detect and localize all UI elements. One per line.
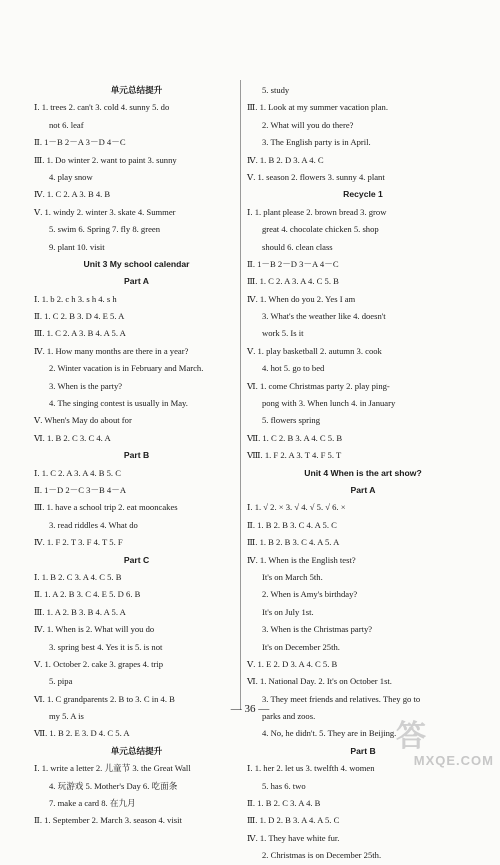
answer-line: 3. read riddles 4. What do bbox=[49, 519, 138, 530]
answer-line: 4. play snow bbox=[49, 171, 93, 182]
answer-line: Ⅱ. 1. September 2. March 3. season 4. visit bbox=[34, 815, 182, 826]
answer-line: Ⅰ. 1. her 2. let us 3. twelfth 4. women bbox=[247, 763, 375, 774]
answer-line: Ⅰ. 1. B 2. C 3. A 4. C 5. B bbox=[34, 571, 122, 582]
section-heading: Part A bbox=[350, 484, 376, 495]
section-heading: Unit 4 When is the art show? bbox=[304, 467, 422, 478]
answer-line: Ⅵ. 1. C grandparents 2. B to 3. C in 4. B bbox=[34, 693, 175, 704]
answer-line: Ⅳ. 1. How many months are there in a year? bbox=[34, 345, 189, 356]
answer-line: 4. The singing contest is usually in May. bbox=[49, 398, 188, 409]
answer-line: Ⅱ. 1. A 2. B 3. C 4. E 5. D 6. B bbox=[34, 589, 141, 600]
answer-line: Ⅳ. 1. C 2. A 3. B 4. B bbox=[34, 189, 111, 200]
answer-line: Ⅴ. 1. play basketball 2. autumn 3. cook bbox=[247, 345, 382, 356]
answer-line: Ⅳ. 1. B 2. D 3. A 4. C bbox=[247, 154, 324, 165]
answer-line: Ⅴ. 1. season 2. flowers 3. sunny 4. plant bbox=[247, 171, 385, 182]
section-heading: Part C bbox=[123, 554, 150, 565]
answer-line: 3. They meet friends and relatives. They go to bbox=[262, 693, 421, 704]
section-heading: Part A bbox=[124, 276, 149, 287]
answer-line: 4. 玩游戏 5. Mother's Day 6. 吃面条 bbox=[49, 780, 178, 791]
answer-line: It's on March 5th. bbox=[262, 571, 323, 582]
answer-line: 7. make a card 8. 在九月 bbox=[49, 798, 136, 809]
answer-line: 9. plant 10. visit bbox=[49, 241, 105, 252]
answer-line: Ⅴ. When's May do about for bbox=[34, 415, 132, 426]
answer-line: Ⅱ. 1. B 2. B 3. C 4. A 5. C bbox=[247, 519, 337, 530]
answer-line: Ⅳ. 1. When is 2. What will you do bbox=[34, 624, 155, 635]
answer-line: 2. Winter vacation is in February and March. bbox=[49, 363, 204, 374]
answer-line: 5. has 6. two bbox=[262, 780, 306, 791]
watermark-logo-icon: 答 bbox=[396, 719, 426, 754]
answer-line: 3. The English party is in April. bbox=[262, 137, 371, 148]
answer-line: parks and zoos. bbox=[262, 711, 316, 722]
section-heading: Part B bbox=[123, 450, 150, 461]
answer-line: Ⅲ. 1. B 2. B 3. C 4. A 5. A bbox=[247, 537, 340, 548]
answer-line: Ⅲ. 1. Look at my summer vacation plan. bbox=[247, 102, 388, 113]
section-heading: Part B bbox=[350, 745, 376, 756]
watermark bbox=[396, 718, 494, 768]
section-heading: Recycle 1 bbox=[343, 189, 383, 200]
answer-line: 3. When is the party? bbox=[49, 380, 123, 391]
answer-line: Ⅷ. 1. F 2. A 3. T 4. F 5. T bbox=[247, 450, 342, 461]
answer-line: Ⅰ. 1. trees 2. can't 3. cold 4. sunny 5. do bbox=[34, 102, 170, 113]
answer-line: Ⅵ. 1. National Day. 2. It's on October 1st. bbox=[247, 676, 392, 687]
section-heading: 单元总结提升 bbox=[110, 85, 163, 95]
answer-line: Ⅰ. 1. plant please 2. brown bread 3. grow bbox=[247, 206, 387, 217]
answer-line: pong with 3. When lunch 4. in January bbox=[262, 398, 396, 409]
answer-line: 3. spring best 4. Yes it is 5. is not bbox=[49, 641, 163, 652]
answer-line: Ⅲ. 1. Do winter 2. want to paint 3. sunny bbox=[34, 154, 177, 165]
page-number: — 36 — bbox=[230, 703, 270, 715]
section-heading: Unit 3 My school calendar bbox=[83, 258, 190, 269]
answer-line: not 6. leaf bbox=[49, 119, 84, 130]
section-heading: 单元总结提升 bbox=[110, 745, 163, 756]
answer-line: Ⅰ. 1. write a letter 2. 儿童节 3. the Great Wall bbox=[34, 763, 191, 774]
answer-line: Ⅴ. 1. E 2. D 3. A 4. C 5. B bbox=[247, 658, 338, 669]
answer-line: Ⅱ. 1－D 2－C 3－B 4－A bbox=[34, 484, 127, 495]
answer-line: Ⅰ. 1. C 2. A 3. A 4. B 5. C bbox=[34, 467, 121, 478]
answer-line: great 4. chocolate chicken 5. shop bbox=[262, 224, 379, 235]
answer-line: Ⅰ. 1. b 2. c h 3. s h 4. s h bbox=[34, 293, 117, 304]
answer-line: Ⅱ. 1－B 2－A 3－D 4－C bbox=[34, 137, 126, 148]
answer-line: 5. pipa bbox=[49, 676, 73, 687]
answer-line: Ⅲ. 1. C 2. A 3. A 4. C 5. B bbox=[247, 276, 339, 287]
answer-line: Ⅵ. 1. come Christmas party 2. play ping- bbox=[247, 380, 390, 391]
answer-line: It's on July 1st. bbox=[262, 606, 314, 617]
answer-line: 4. hot 5. go to bed bbox=[262, 363, 325, 374]
watermark-url: MXQE.COM bbox=[413, 753, 494, 768]
answer-line: my 5. A is bbox=[49, 711, 84, 722]
answer-line: Ⅳ. 1. When do you 2. Yes I am bbox=[247, 293, 356, 304]
answer-line: Ⅱ. 1. B 2. C 3. A 4. B bbox=[247, 798, 321, 809]
answer-line: 4. No, he didn't. 5. They are in Beijing. bbox=[262, 728, 397, 739]
answer-line: Ⅶ. 1. B 2. E 3. D 4. C 5. A bbox=[34, 728, 130, 739]
left-column bbox=[34, 82, 239, 830]
answer-line: Ⅵ. 1. B 2. C 3. C 4. A bbox=[34, 432, 111, 443]
answer-line: should 6. clean class bbox=[262, 241, 333, 252]
answer-line: Ⅲ. 1. have a school trip 2. eat mooncakes bbox=[34, 502, 178, 513]
answer-line: Ⅴ. 1. October 2. cake 3. grapes 4. trip bbox=[34, 658, 164, 669]
answer-line: Ⅲ. 1. D 2. B 3. A 4. A 5. C bbox=[247, 815, 340, 826]
answer-line: Ⅳ. 1. When is the English test? bbox=[247, 554, 356, 565]
answer-line: Ⅳ. 1. F 2. T 3. F 4. T 5. F bbox=[34, 537, 123, 548]
answer-line: Ⅶ. 1. C 2. B 3. A 4. C 5. B bbox=[247, 432, 343, 443]
answer-line: 5. swim 6. Spring 7. fly 8. green bbox=[49, 224, 160, 235]
answer-line: 2. Christmas is on December 25th. bbox=[262, 850, 382, 861]
answer-line: 2. When is Amy's birthday? bbox=[262, 589, 358, 600]
answer-line: work 5. Is it bbox=[262, 328, 304, 339]
answer-line: Ⅰ. 1. √ 2. × 3. √ 4. √ 5. √ 6. × bbox=[247, 502, 346, 513]
answer-line: 3. What's the weather like 4. doesn't bbox=[262, 311, 386, 322]
answer-line: Ⅲ. 1. C 2. A 3. B 4. A 5. A bbox=[34, 328, 126, 339]
answer-line: Ⅴ. 1. windy 2. winter 3. skate 4. Summer bbox=[34, 206, 176, 217]
answer-line: 5. study bbox=[262, 85, 290, 95]
answer-line: 5. flowers spring bbox=[262, 415, 320, 426]
column-divider bbox=[240, 80, 241, 710]
answer-line: Ⅱ. 1－B 2－D 3－A 4－C bbox=[247, 258, 339, 269]
answer-line: Ⅳ. 1. They have white fur. bbox=[247, 832, 340, 843]
answer-line: Ⅱ. 1. C 2. B 3. D 4. E 5. A bbox=[34, 311, 125, 322]
answer-line: Ⅲ. 1. A 2. B 3. B 4. A 5. A bbox=[34, 606, 126, 617]
answer-line: 3. When is the Christmas party? bbox=[262, 624, 373, 635]
answer-line: It's on December 25th. bbox=[262, 641, 340, 652]
answer-line: 2. What will you do there? bbox=[262, 119, 354, 130]
